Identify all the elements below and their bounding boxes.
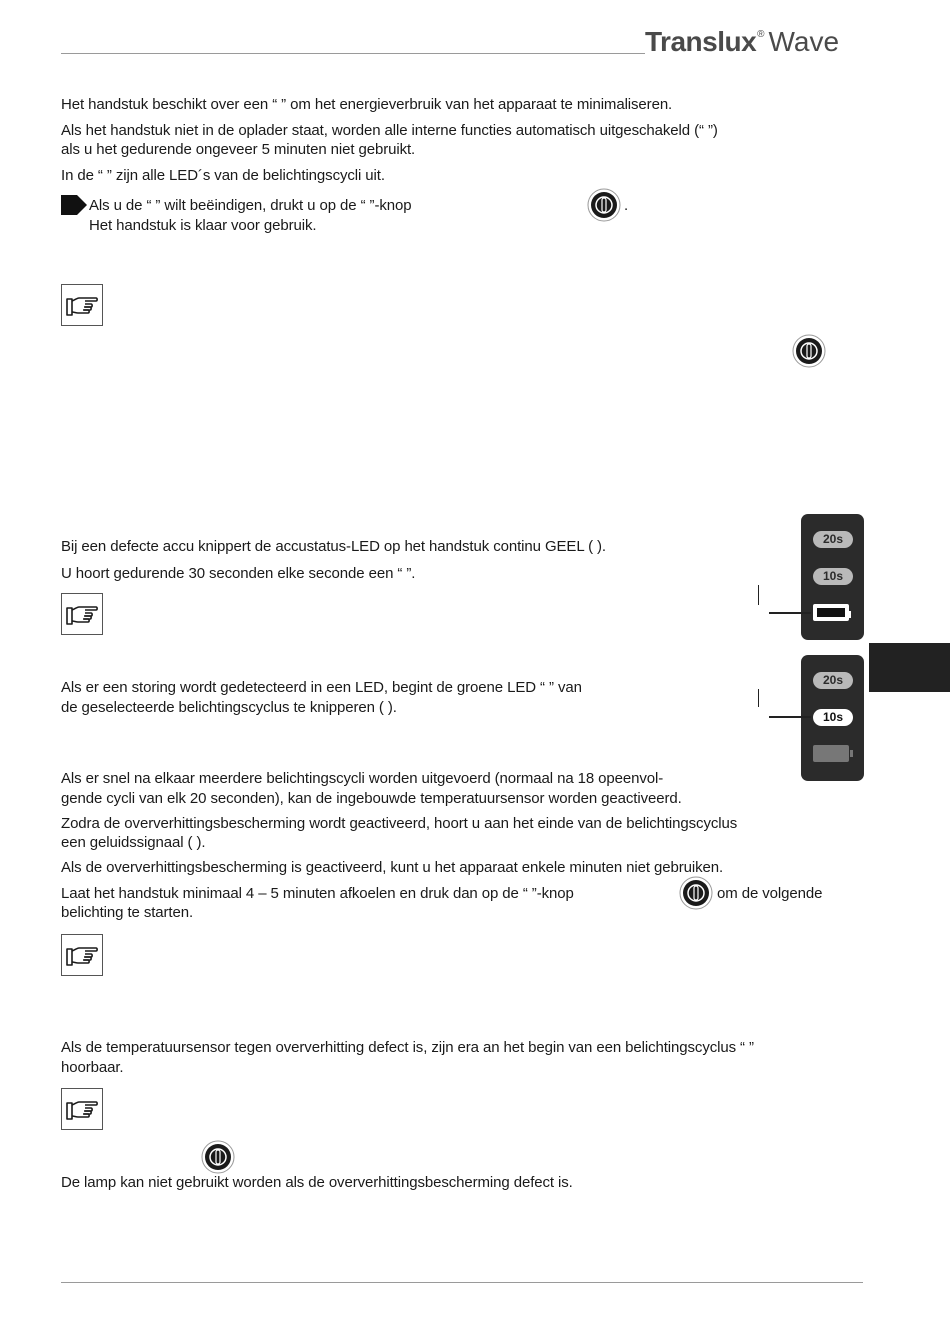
battery-status-panel	[801, 514, 864, 640]
led-20s: 20s	[813, 672, 853, 689]
brand-logo	[645, 26, 839, 58]
pointing-hand-icon	[61, 934, 103, 976]
arrow-bullet-icon	[61, 195, 87, 215]
pointing-hand-icon	[61, 1088, 103, 1130]
footer-rule	[61, 1282, 863, 1283]
led-20s: 20s	[813, 531, 853, 548]
header-rule	[61, 53, 645, 54]
paragraph-sensor-defect-2: hoorbaar.	[61, 1059, 124, 1076]
paragraph-overheat-wait: Als de oververhittingsbescherming is geactiveerd, kunt u het apparaat enkele minuten niet gebruiken.	[61, 859, 724, 876]
paragraph-led-failure-1: Als er een storing wordt gedetecteerd in een LED, begint de groene LED “ ” van	[61, 679, 582, 696]
paragraph-led-failure-2: de geselecteerde belichtingscyclus te knipperen ( ).	[61, 699, 397, 716]
paragraph-overheat-1: Als er snel na elkaar meerdere belichtingscycli worden uitgevoerd (normaal na 18 opeenvol-	[61, 770, 664, 787]
led-10s: 10s	[813, 568, 853, 585]
paragraph-end-mode: Als u de “ ” wilt beëindigen, drukt u op de “ ”-knop	[89, 197, 412, 214]
paragraph-end-mode-dot: .	[624, 197, 629, 214]
brand-model: Wave	[768, 26, 840, 57]
power-button-icon	[587, 188, 621, 226]
paragraph-beep: U hoort gedurende 30 seconden elke seconde een “ ”.	[61, 565, 416, 582]
led-10s-active: 10s	[813, 709, 853, 726]
led-status-panel	[801, 655, 864, 781]
paragraph-ready: Het handstuk is klaar voor gebruik.	[89, 217, 317, 234]
brand-name: Translux	[645, 26, 757, 57]
paragraph-auto-off-2: als u het gedurende ongeveer 5 minuten niet gebruikt.	[61, 141, 416, 158]
power-button-icon	[679, 876, 713, 914]
paragraph-overheat-2: gende cycli van elk 20 seconden), kan de ingebouwde temperatuursensor worden geactiveerd.	[61, 790, 682, 807]
battery-led-icon	[813, 604, 849, 621]
callout-leader	[769, 612, 811, 614]
pointing-hand-icon	[61, 593, 103, 635]
paragraph-energy-mode: Het handstuk beschikt over een “ ” om het energieverbruik van het apparaat te minimaliseren.	[61, 96, 673, 113]
callout-leader	[769, 716, 811, 718]
paragraph-lamp-unusable: De lamp kan niet gebruikt worden als de oververhittingsbescherming defect is.	[61, 1174, 573, 1191]
paragraph-overheat-signal-2: een geluidssignaal ( ).	[61, 834, 206, 851]
paragraph-cooldown-1: Laat het handstuk minimaal 4 – 5 minuten afkoelen en druk dan op de “ ”-knop	[61, 885, 574, 902]
paragraph-defective-battery: Bij een defecte accu knippert de accustatus-LED op het handstuk continu GEEL ( ).	[61, 538, 606, 555]
battery-led-icon	[813, 745, 849, 762]
power-button-icon	[792, 334, 826, 372]
callout-line	[758, 689, 759, 707]
registered-mark: ®	[757, 29, 765, 40]
paragraph-cooldown-2: belichting te starten.	[61, 904, 194, 921]
paragraph-leds-off: In de “ ” zijn alle LED´s van de belichtingscycli uit.	[61, 167, 385, 184]
paragraph-overheat-signal-1: Zodra de oververhittingsbescherming wordt geactiveerd, hoort u aan het einde van de belichtingscyclus	[61, 815, 738, 832]
paragraph-auto-off-1: Als het handstuk niet in de oplader staat, worden alle interne functies automatisch uitgeschakeld (“ ”)	[61, 122, 718, 139]
chapter-tab	[869, 643, 950, 692]
callout-line	[758, 585, 759, 605]
paragraph-cooldown-end: om de volgende	[717, 885, 823, 902]
paragraph-sensor-defect-1: Als de temperatuursensor tegen oververhitting defect is, zijn era an het begin van een belichtingscyclus “ ”	[61, 1039, 754, 1056]
pointing-hand-icon	[61, 284, 103, 326]
